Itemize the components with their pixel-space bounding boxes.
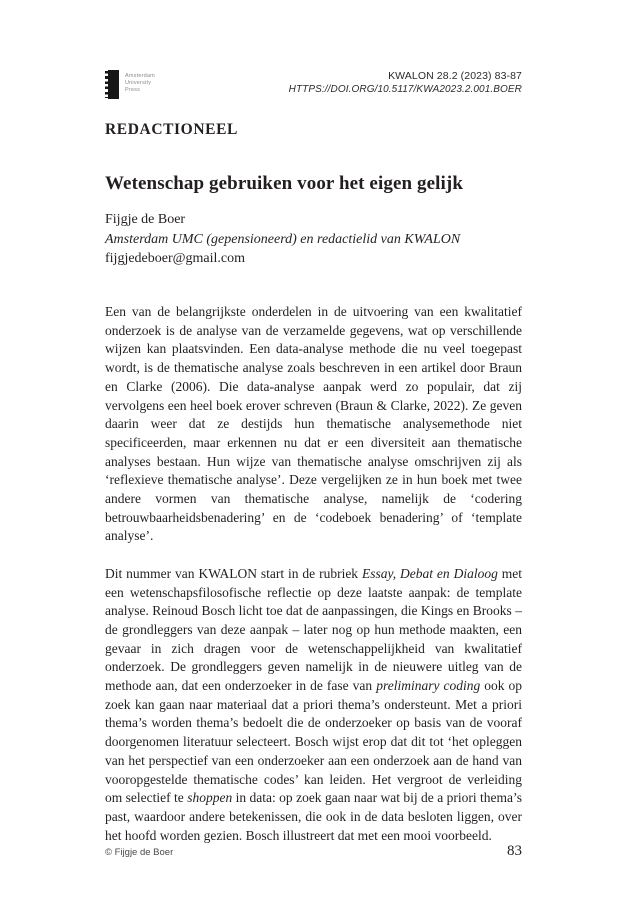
- publisher-logo: [105, 70, 155, 99]
- publisher-logo-icon: [108, 70, 119, 99]
- page-footer: [105, 843, 522, 860]
- text-run: Dit nummer van KWALON start in de rubriek: [105, 565, 362, 581]
- section-heading: REDACTIONEEL: [105, 121, 238, 138]
- body-paragraph: [105, 565, 522, 846]
- page-number: 83: [507, 843, 522, 859]
- journal-citation: KWALON 28.2 (2023) 83-87: [388, 70, 522, 82]
- publisher-logo-text: [125, 70, 155, 94]
- article-body: [105, 303, 522, 864]
- publisher-logo-line: University: [125, 80, 152, 86]
- doi-text: HTTPS://DOI.ORG/10.5117/KWA2023.2.001.BOER: [288, 84, 522, 95]
- publisher-logo-line: Amsterdam: [125, 73, 155, 79]
- author-block: [105, 210, 460, 269]
- author-email: fijgjedeboer@gmail.com: [105, 251, 246, 266]
- page-header: [105, 70, 522, 99]
- text-run: in data: op zoek gaan naar wat bij de a priori thema’s past, waardoor andere betekenissen, die ook in de data besloten liggen, over het hoofd worden gezien. Bosch illustreert dat met een mooi voorbeeld.: [105, 790, 522, 843]
- italic-text-run: preliminary coding: [376, 678, 481, 694]
- italic-text-run: Essay, Debat en Dialoog: [361, 565, 498, 581]
- author-affiliation: Amsterdam UMC (gepensioneerd) en redactielid van KWALON: [105, 231, 461, 247]
- article-title: Wetenschap gebruiken voor het eigen gelijk: [105, 173, 463, 194]
- italic-text-run: shoppen: [187, 790, 233, 806]
- copyright-notice: © Fijgje de Boer: [105, 847, 174, 858]
- text-run: Een van de belangrijkste onderdelen in de uitvoering van een kwalitatief onderzoek is de analyse van de verzamelde gegevens, wat op verschillende wijzen kan plaatsvinden. Een data-analyse methode die nu veel toegepast wordt, is de thematische analyse zoals beschreven in een artikel door Braun en Clarke (2006). Die data-analyse aanpak werd zo populair, dat zij vervolgens een heel boek erover schreven (Braun & Clarke, 2022). Ze geven daarin weer dat ze destijds hun thematische analysemethode niet specificeerden, maar erkennen nu dat er een diversiteit aan thematische analyses bestaan. Hun wijze van thematische analyse omschrijven zij als ‘reflexieve thematische analyse’. Deze vergelijken ze in hun boek met twee andere vormen van thematische analyse, namelijk de ‘codering betrouwbaarheidsbenadering’ en de ‘codeboek benadering’ of ‘template analyse’.: [105, 304, 522, 544]
- citation-block: [289, 70, 522, 96]
- text-run: met een wetenschapsfilosofische reflectie op deze laatste aanpak: de template analyse. Reinoud Bosch licht toe dat de aanpassingen, die Kings en Brooks – de grondleggers van deze aanpak – later nog op hun methode maakten, een gevaar in zich dragen voor de wetenschappelijkheid van kwalitatief onderzoek. De grondleggers geven namelijk in de nieuwere uitleg van de methode aan, dat een onderzoeker in de fase van: [105, 565, 522, 694]
- publisher-logo-line: Press: [125, 87, 141, 93]
- author-name: Fijgje de Boer: [105, 212, 186, 227]
- text-run: ook op zoek kan gaan naar materiaal dat a priori thema’s ondersteunt. Met a priori thema’s worden thema’s bedoelt die de onderzoeker op basis van de vooraf doorgenomen literatuur selecteert. Bosch wijst erop dat dit tot ‘het opleggen van het perspectief van een onderzoeker aan een onderzoek aan de hand van vooropgestelde thematische codes’ kan leiden. Het vergroot de verleiding om selectief te: [105, 678, 523, 806]
- body-paragraph: [105, 303, 522, 546]
